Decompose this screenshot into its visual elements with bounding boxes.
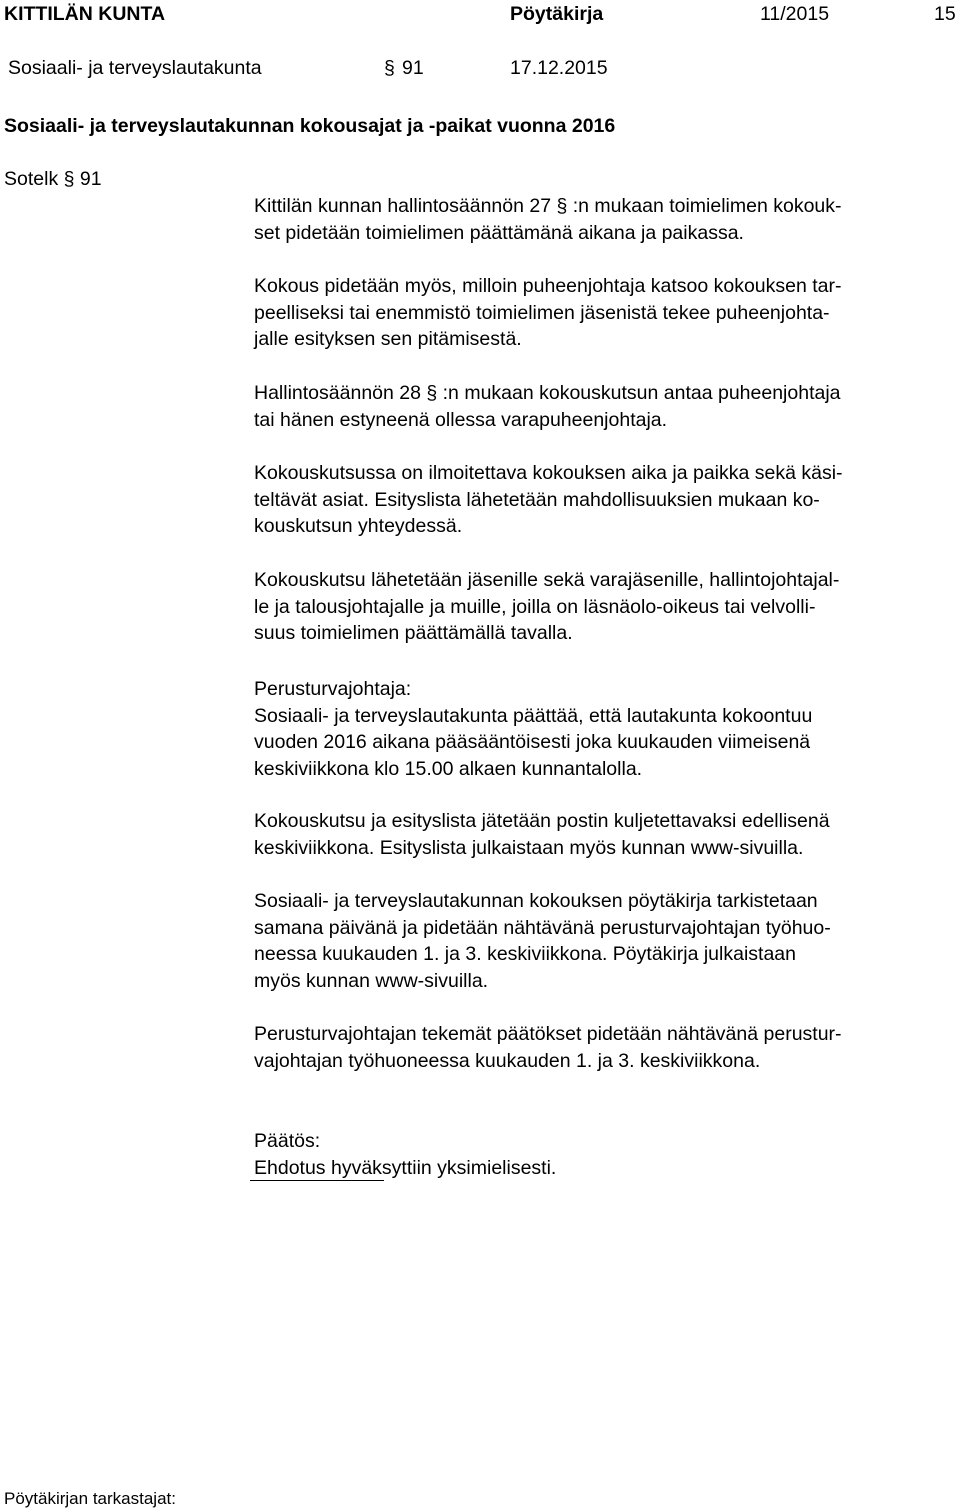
paragraph [254,676,954,782]
page-number: 15 [934,3,956,25]
paragraph [254,460,954,540]
text-line: Perusturvajohtajan tekemät päätökset pidetään nähtävänä perustur- [254,1023,842,1045]
text-line: keskiviikkona. Esityslista julkaistaan myös kunnan www-sivuilla. [254,836,804,859]
text-line: le ja talousjohtajalle ja muille, joilla on läsnäolo-oikeus tai velvolli- [254,595,816,618]
text-line: teltävät asiat. Esityslista lähetetään mahdollisuuksien mukaan ko- [254,488,820,511]
text-line: Kokouskutsussa on ilmoitettava kokouksen aika ja paikka sekä käsi- [254,462,843,484]
text-line: Kokous pidetään myös, milloin puheenjohtaja katsoo kokouksen tar- [254,275,842,297]
text-line: myös kunnan www-sivuilla. [254,969,489,992]
paragraph [254,888,954,994]
text-line: Kokouskutsu ja esityslista jätetään postin kuljetettavaksi edellisenä [254,810,830,832]
text-line: samana päivänä ja pidetään nähtävänä perusturvajohtajan työhuo- [254,916,831,939]
text-line: Kittilän kunnan hallintosäännön 27 § :n mukaan toimielimen kokouk- [254,195,842,217]
text-line: Perusturvajohtaja: [254,678,412,700]
text-line: jalle esityksen sen pitämisestä. [254,328,522,350]
document-number: 11/2015 [760,3,830,25]
body-text [254,808,954,861]
paragraph [254,273,954,353]
body-text [254,567,954,647]
section-reference: Sotelk § 91 [4,168,102,190]
text-line: set pidetään toimielimen päättämänä aikana ja paikassa. [254,221,744,244]
text-line: vuoden 2016 aikana pääsääntöisesti joka kuukauden viimeisenä [254,731,811,753]
paragraph [254,1021,954,1074]
text-line: Kokouskutsu lähetetään jäsenille sekä varajäsenille, hallintojohtajal- [254,569,840,591]
text-line: neessa kuukauden 1. ja 3. keskiviikkona. Pöytäkirja julkaistaan [254,943,796,965]
reviewers-label: Pöytäkirjan tarkastajat: [4,1489,176,1508]
paragraph [254,808,954,861]
text-line: Hallintosäännön 28 § :n mukaan kokouskutsun antaa puheenjohtaja [254,382,841,404]
paragraph [254,380,954,433]
text-line: keskiviikkona klo 15.00 alkaen kunnantalolla. [254,757,643,780]
page-title: Sosiaali- ja terveyslautakunnan kokousajat ja -paikat vuonna 2016 [4,115,616,137]
section-mark: § [384,57,395,79]
meeting-date: 17.12.2015 [510,57,608,79]
committee-name: Sosiaali- ja terveyslautakunta [8,57,262,79]
decision-text: Ehdotus hyväksyttiin yksimielisesti. [254,1156,557,1179]
text-line: suus toimielimen päättämällä tavalla. [254,622,573,644]
body-text [254,193,954,246]
decision-label: Päätös: [254,1130,321,1152]
text-line: tai hänen estyneenä ollessa varapuheenjohtaja. [254,408,668,431]
body-text [254,1021,954,1074]
body-text [254,460,954,540]
text-line: Sosiaali- ja terveyslautakunta päättää, että lautakunta kokoontuu [254,704,813,727]
decision-block [254,1128,954,1181]
paragraph [254,567,954,647]
paragraph [254,193,954,246]
section-number: 91 [402,57,424,79]
body-text [254,888,954,994]
document-type: Pöytäkirja [510,3,604,25]
body-text [254,676,954,782]
body-text [254,380,954,433]
municipality-name: KITTILÄN KUNTA [4,3,166,25]
text-line: peelliseksi tai enemmistö toimielimen jäsenistä tekee puheenjohta- [254,301,830,324]
text-line: vajohtajan työhuoneessa kuukauden 1. ja 3. keskiviikkona. [254,1049,761,1072]
end-rule [250,1180,384,1181]
text-line: Sosiaali- ja terveyslautakunnan kokouksen pöytäkirja tarkistetaan [254,890,818,912]
body-text [254,273,954,353]
paragraph [254,1128,954,1181]
text-line: kouskutsun yhteydessä. [254,515,463,537]
